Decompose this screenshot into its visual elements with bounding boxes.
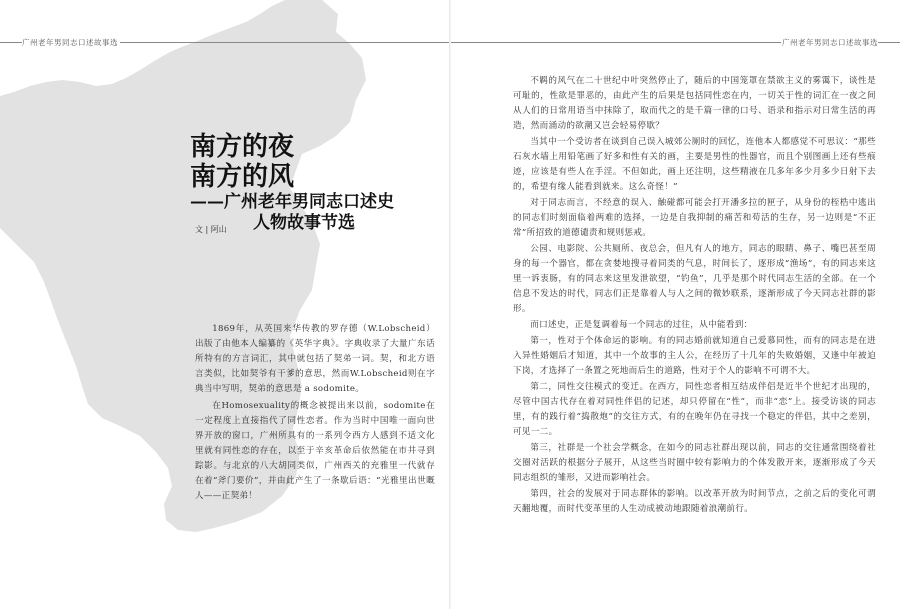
body-paragraph: 不羁的风气在二十世纪中叶突然停止了，随后的中国笼罩在禁欲主义的雾霭下，谈性是可耻的，性欲是罪恶的，由此产生的后果是包括同性恋在内，一切关于性的词汇在一夜之间从人们的日常用语当中抹除了，取而代之的是千篇一律的口号、语录和指示对日常生活的再造，然而涌动的欲潮又岂会轻易停歇？ xyxy=(513,76,876,131)
body-paragraph: 第二，同性交往模式的变迁。在西方，同性恋者相互结成伴侣是近半个世纪才出现的，尽管中国古代存在着对同性伴侣的记述，却只停留在“性”，而非“恋”上。接受访谈的同志里，有的践行着“捣散炮”的交往方式，有的在晚年仍在寻找一个稳定的伴侣，其中之差别，可见一二。 xyxy=(513,382,876,437)
article-subtitle-line-2: 人物故事节选 xyxy=(253,213,355,233)
header-rule-right-long xyxy=(451,42,781,43)
running-head-right: 广州老年男同志口述故事选 xyxy=(782,38,878,47)
page-gutter xyxy=(449,0,451,609)
header-rule-right xyxy=(878,42,900,43)
article-title-line-2: 南方的风 xyxy=(190,162,295,192)
body-paragraph: 当其中一个受访者在谈到自己误入城郊公厕时的回忆，连他本人都感觉不可思议：“那些石灰水墙上用铅笔画了好多和性有关的画，主要是男性的性器官，而且个别图画上还有些痕迹，应该是有些人在手淫。不但如此，画上还注明，这些精液在几多年多少月多少日射下去的，希望有缘人能看到就来。这么奇怪！” xyxy=(513,137,876,192)
body-paragraph: 第三，社群是一个社会学概念，在如今的同志社群出现以前，同志的交往通常围绕着社交圈对活跃的根据分子展开，从这些当时圈中较有影响力的个体发散开来，逐渐形成了今天同志组织的雏形，又进而影响社会。 xyxy=(513,443,876,483)
body-paragraph: 而口述史，正是复调着每一个同志的过往，从中能看到： xyxy=(530,320,753,330)
intro-text xyxy=(195,322,435,504)
header-rule-left-long xyxy=(120,42,449,43)
body-paragraph: 第一，性对于个体命运的影响。有的同志婚前就知道自己爱慕同性，而有的同志是在进入异性婚姻后才知道，其中一个故事的主人公，在经历了十几年的失败婚姻，又逢中年被迫下岗，才选择了一条置之死地而后生的道路，性对于个人的影响不可谓不大。 xyxy=(513,336,876,376)
running-head-left: 广州老年男同志口述故事选 xyxy=(22,38,118,47)
author-byline: 文 | 阿山 xyxy=(195,225,227,234)
intro-paragraph: 1869年，从英国来华传教的罗存德（W.Lobscheid）出版了由他本人编纂的《英华字典》。字典收录了大量广东话所特有的方言词汇，其中就包括了契弟一词。契，和北方语言类似，比如契爷有干爹的意思，然而W.Lobscheid则在字典当中写明，契弟的意思是 a sodomite。 xyxy=(195,324,435,394)
body-paragraph: 公园、电影院、公共厕所、夜总会，但凡有人的地方，同志的眼睛、鼻子、嘴巴甚至周身的每一个器官，都在贪婪地搜寻着同类的气息，时间长了，逐形成“渔场”，有的同志来这里一诉衷肠，有的同志来这里发泄欲望，“钓鱼”，几乎是那个时代同志生活的全部。在一个信息不发达的时代，同志们正是靠着人与人之间的微妙联系，逐渐形成了今天同志社群的影形。 xyxy=(513,244,876,314)
body-paragraph: 对于同志而言，不经意的误入、触碰都可能会打开潘多拉的匣子，从身份的桎梏中逃出的同志们时刻面临着两难的选择，一边是自我抑制的痛苦和苟活的生存，另一边则是“不正常”所招致的道德谴责和规则惩戒。 xyxy=(513,198,876,238)
article-subtitle-line-1: ——广州老年男同志口述史 xyxy=(190,192,394,212)
article-title-line-1: 南方的夜 xyxy=(190,132,295,162)
intro-paragraph: 在Homosexuality的概念被提出来以前，sodomite在一定程度上直接指代了同性恋者。作为当时中国唯一面向世界开放的窗口，广州所具有的一系列令西方人感到不适文化里就有同性恋的存在，以至于辛亥革命后依然能在市井寻到踪影。与北京的八大胡同类似，广州西关的充雅里一代就存在着“斧门要价”，并由此产生了一条歇后语：“光雅里出世嘅人——正契弟！ xyxy=(195,401,435,501)
body-paragraph: 第四，社会的发展对于同志群体的影响。以改革开放为时间节点，之前之后的变化可谓天翻地覆，而时代变革里的人生动成被动地跟随着浪潮前行。 xyxy=(513,489,876,514)
body-text-column xyxy=(513,74,876,517)
article-title-block xyxy=(190,132,430,234)
header-rule-left xyxy=(0,42,22,43)
